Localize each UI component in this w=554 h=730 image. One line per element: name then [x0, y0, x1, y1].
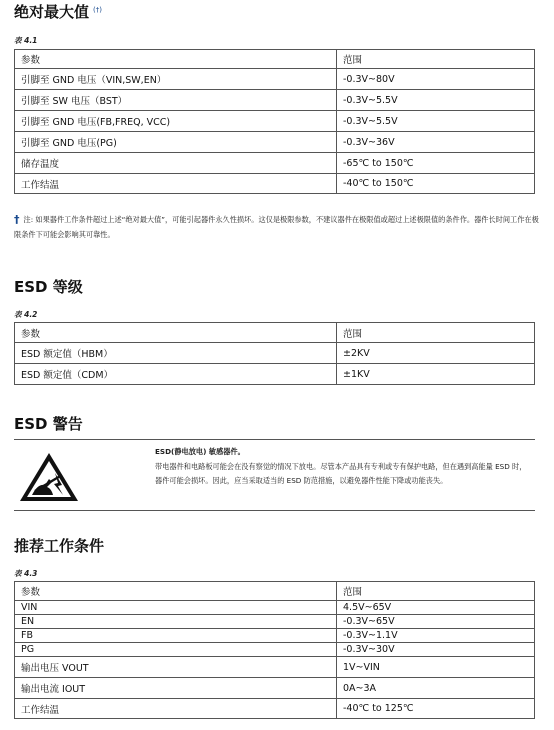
recommended-title: 推荐工作条件: [14, 537, 105, 555]
cell-range: ±1KV: [337, 364, 535, 385]
cell-parameter: PG: [15, 643, 337, 657]
cell-range: -0.3V~1.1V: [337, 629, 535, 643]
cell-parameter: 引脚至 GND 电压(FB,FREQ, VCC): [15, 111, 337, 132]
table-row: [15, 343, 535, 364]
cell-range: 0A~3A: [337, 678, 535, 699]
cell-parameter: 引脚至 SW 电压（BST）: [15, 90, 337, 111]
table-row: [15, 643, 535, 657]
cell-parameter: ESD 额定值（CDM）: [15, 364, 337, 385]
table-row: [15, 69, 535, 90]
esd-sensitive-warning-icon: [18, 451, 80, 503]
cell-parameter: 引脚至 GND 电压（VIN,SW,EN）: [15, 69, 337, 90]
table-row: [15, 90, 535, 111]
table-row: [15, 364, 535, 385]
cell-range: -0.3V~80V: [337, 69, 535, 90]
table-row: [15, 111, 535, 132]
esd-warning-body: 带电器件和电路板可能会在没有察觉的情况下放电。尽管本产品具有专利或专有保护电路，但在遇到高能量 ESD 时，器件可能会损坏。因此，应当采取适当的 ESD 防范措施，以避免器件性能下降或功能丧失。: [155, 461, 527, 485]
esd-rating-title: ESD 等级: [14, 278, 83, 296]
cell-parameter: 输出电流 IOUT: [15, 678, 337, 699]
abs-max-title: [14, 1, 102, 22]
abs-max-table: [14, 49, 535, 194]
cell-parameter: FB: [15, 629, 337, 643]
cell-range: -0.3V~65V: [337, 615, 535, 629]
table-header-row: [15, 323, 535, 343]
cell-range: -40℃ to 125℃: [337, 699, 535, 719]
cell-parameter: VIN: [15, 601, 337, 615]
table-header-row: [15, 50, 535, 69]
table-row: [15, 174, 535, 194]
table-row: [15, 657, 535, 678]
esd-warning-text: [155, 445, 533, 489]
dagger-icon: †: [14, 213, 20, 226]
table-4-2-caption: 表 4.2: [14, 310, 38, 319]
cell-parameter: 输出电压 VOUT: [15, 657, 337, 678]
cell-range: -0.3V~5.5V: [337, 90, 535, 111]
table-row: [15, 678, 535, 699]
table-4-3-caption: 表 4.3: [14, 569, 38, 578]
esd-warning-title: ESD 警告: [14, 415, 83, 433]
table-row: [15, 153, 535, 174]
cell-range: -0.3V~5.5V: [337, 111, 535, 132]
header-cell-range: 范围: [337, 323, 535, 343]
table-row: [15, 132, 535, 153]
esd-rating-table-body: [15, 323, 535, 385]
header-cell-parameter: 参数: [15, 50, 337, 69]
cell-parameter: 工作结温: [15, 699, 337, 719]
esd-warning-heading: ESD(静电放电) 敏感器件。: [155, 447, 245, 456]
cell-parameter: 工作结温: [15, 174, 337, 194]
header-cell-range: 范围: [337, 50, 535, 69]
abs-max-table-body: [15, 50, 535, 194]
header-cell-range: 范围: [337, 582, 535, 601]
cell-range: -0.3V~30V: [337, 643, 535, 657]
cell-parameter: ESD 额定值（HBM）: [15, 343, 337, 364]
cell-range: 1V~VIN: [337, 657, 535, 678]
table-row: [15, 615, 535, 629]
header-cell-parameter: 参数: [15, 582, 337, 601]
table-row: [15, 601, 535, 615]
table-row: [15, 699, 535, 719]
abs-max-note: [14, 212, 540, 242]
cell-parameter: 储存温度: [15, 153, 337, 174]
abs-max-title-text: 绝对最大值: [14, 3, 90, 21]
cell-range: -40℃ to 150℃: [337, 174, 535, 194]
esd-warning-box: [14, 439, 535, 511]
header-cell-parameter: 参数: [15, 323, 337, 343]
table-row: [15, 629, 535, 643]
recommended-table-body: [15, 582, 535, 719]
cell-range: -65℃ to 150℃: [337, 153, 535, 174]
esd-rating-table: [14, 322, 535, 385]
cell-range: ±2KV: [337, 343, 535, 364]
table-4-1-caption: 表 4.1: [14, 36, 38, 45]
table-header-row: [15, 582, 535, 601]
cell-range: 4.5V~65V: [337, 601, 535, 615]
cell-parameter: EN: [15, 615, 337, 629]
cell-parameter: 引脚至 GND 电压(PG): [15, 132, 337, 153]
dagger-reference-link[interactable]: (†): [93, 6, 102, 14]
abs-max-note-text: 注: 如果器件工作条件超过上述“绝对最大值”，可能引起器件永久性损坏。这仅是极限参数，不建议器件在极限值或超过上述极限值的条件作。器件长时间工作在极限条件下可能会影响其可靠性。: [14, 215, 539, 239]
cell-range: -0.3V~36V: [337, 132, 535, 153]
recommended-table: [14, 581, 535, 719]
